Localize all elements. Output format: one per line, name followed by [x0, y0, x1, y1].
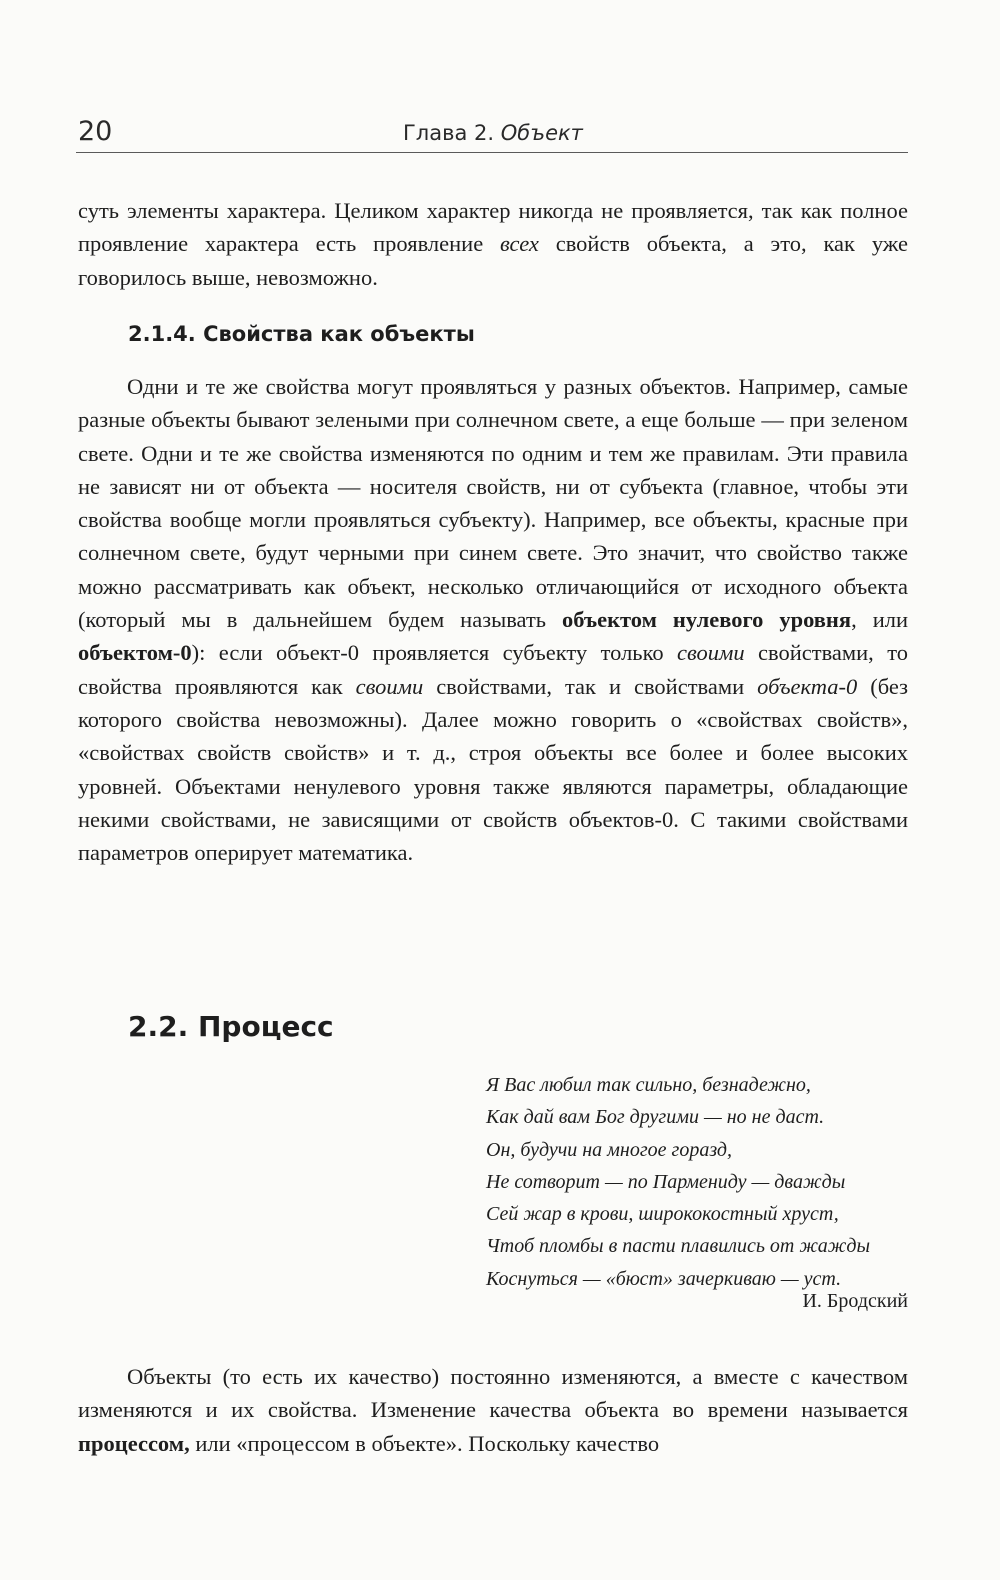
- bold-term: процессом,: [78, 1430, 190, 1456]
- running-head-title: [403, 121, 583, 145]
- epigraph-poem: [486, 1069, 870, 1295]
- chapter-label: Глава 2.: [403, 121, 495, 145]
- text-run: Одни и те же свойства могут проявляться у разных объектов. Например, самые разные объекты бывают зелеными при солнечном свете, а еще больше — при зеленом свете. Одни и те же свойства изменяются по одним и тем же правилам. Эти правила не зависят ни от объекта — носителя свойств, ни от субъекта (главное, чтобы эти свойства вообще могли проявляться субъекту). Например, все объекты, красные при солнечном свете, будут черными при синем свете. Это значит, что свойство также можно рассматривать как объект, несколько отличающийся от исходного объекта (который мы в дальнейшем будем называть: [78, 374, 908, 633]
- text-run: (без которого свойства невозможны). Далее можно говорить о «свойствах свойств», «свойствах свойств свойств» и т. д., строя объекты все более и более высоких уровней. Объектами ненулевого уровня также являются параметры, обладающие некими свойствами, не зависящими от свойств объектов-0. С такими свойствами параметров оперирует математика.: [78, 673, 909, 866]
- poem-line: Я Вас любил так сильно, безнадежно,: [486, 1074, 811, 1096]
- text-run: ): если объект-0 проявляется субъекту только: [191, 640, 678, 666]
- poem-line: Сей жар в крови, ширококостный хруст,: [486, 1203, 839, 1226]
- emphasis: своими: [355, 673, 424, 699]
- page-number: 20: [78, 116, 113, 147]
- paragraph-properties-as-objects: [78, 370, 908, 869]
- text-run: Объекты (то есть их качество) постоянно изменяются, а вместе с качеством изменяются и их свойства. Изменение качества объекта во времени называется: [78, 1364, 908, 1423]
- emphasis: своими: [677, 640, 745, 666]
- text-run: свойствами, то свойства проявляются как: [78, 640, 909, 699]
- paragraph-process: [78, 1360, 908, 1460]
- section-heading-2-2: 2.2. Процесс: [128, 1010, 334, 1043]
- running-header: [76, 112, 908, 153]
- emphasis: всех: [500, 231, 539, 257]
- bold-term: объектом-0: [78, 640, 192, 666]
- emphasis: объекта-0: [757, 673, 858, 699]
- poem-line: Не сотворит — по Пармениду — дважды: [486, 1170, 846, 1193]
- poem-line: Он, будучи на многое горазд,: [486, 1138, 732, 1161]
- chapter-title: Объект: [500, 121, 583, 145]
- text-run: , или: [851, 607, 908, 633]
- epigraph-author: И. Бродский: [802, 1290, 908, 1312]
- paragraph-continuation: [78, 194, 908, 294]
- text-run: суть элементы характера. Целиком характер никогда не проявляется, так как полное проявление характера есть проявление: [78, 198, 908, 257]
- section-heading-2-1-4: 2.1.4. Свойства как объекты: [128, 322, 475, 346]
- poem-line: Коснуться — «бюст» зачеркиваю — уст.: [486, 1267, 842, 1290]
- text-run: или «процессом в объекте». Поскольку качество: [189, 1430, 660, 1456]
- bold-term: объектом нулевого уровня: [562, 607, 852, 633]
- text-run: свойств объекта, а это, как уже говорилось выше, невозможно.: [78, 231, 909, 290]
- poem-line: Как дай вам Бог другими — но не даст.: [486, 1106, 825, 1129]
- poem-line: Чтоб пломбы в пасти плавились от жажды: [486, 1235, 870, 1258]
- text-run: свойствами, так и свойствами: [423, 673, 758, 699]
